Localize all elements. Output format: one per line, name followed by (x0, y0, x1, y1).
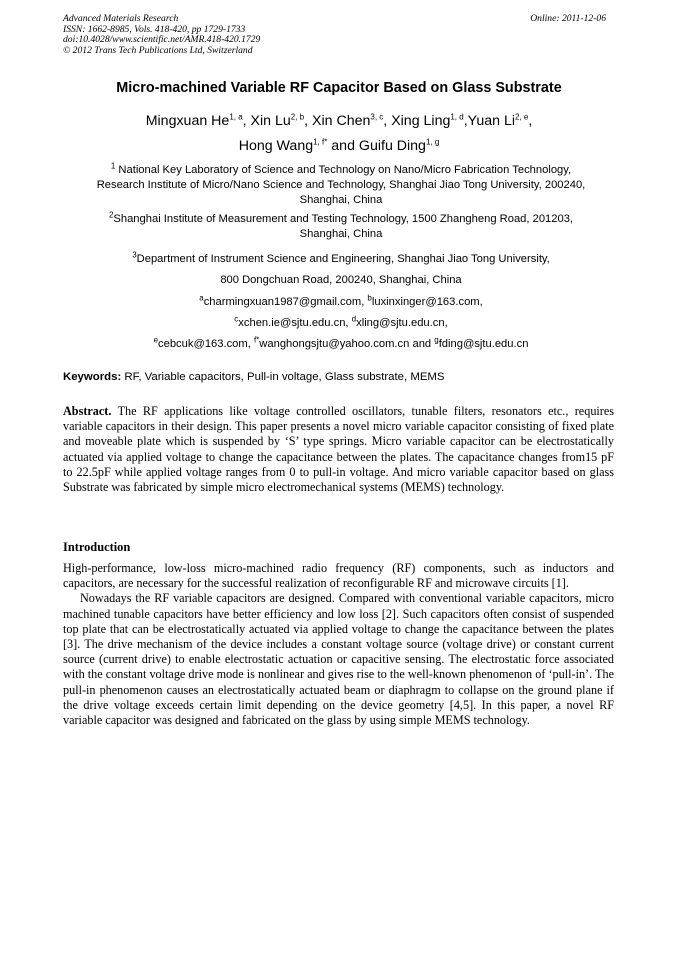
abstract-text: The RF applications like voltage controlled oscillators, tunable filters, resonators etc., requires variable capacitors in their design. This paper presents a novel micro variable capacitor consisting of fixed plate and moveable plate which is suspended by ‘S’ type springs. Micro variable capacitor can be electrostatically actuated via applied voltage to change the capacitance between the plates. The capacitance changes from15 pF to 22.5pF while applied voltage ranges from 0 to pull-in voltage. And micro variable capacitor based on glass Substrate was fabricated by simple micro electromechanical systems (MEMS) technology. (63, 404, 615, 495)
author-name: Guifu Ding (358, 138, 426, 154)
affiliation-text: Research Institute of Micro/Nano Science and Technology, Shanghai Jiao Tong University, 200240, (96, 179, 586, 192)
abstract (63, 404, 614, 495)
email-line-1 (63, 292, 619, 313)
affiliation-text: National Key Laboratory of Science and Technology on Nano/Micro Fabrication Technology, (118, 164, 572, 176)
author-superscript: 2, b (290, 112, 305, 122)
keywords (63, 371, 445, 383)
affiliation-number: 2 (108, 210, 114, 220)
author-conjunction: and (331, 138, 355, 154)
affiliation-text: Shanghai, China (299, 228, 383, 241)
email-address: cebcuk@163.com, (158, 338, 251, 350)
affiliation-number: 3 (132, 250, 137, 260)
affiliation-text: 800 Dongchuan Road, 200240, Shanghai, China (220, 274, 462, 286)
author-name: Xin Lu (250, 113, 291, 129)
paragraph: High-performance, low-loss micro-machined radio frequency (RF) components, such as inductors and capacitors, are necessary for the successful realization of reconfigurable RF and microwave circuits [1]. (63, 561, 614, 591)
keywords-label: Keywords: (63, 371, 122, 383)
doi-line: doi:10.4028/www.scientific.net/AMR.418-420.1729 (63, 34, 261, 46)
email-superscript: g (434, 335, 439, 345)
copyright-line: © 2012 Trans Tech Publications Ltd, Switzerland (63, 44, 253, 56)
affiliation-1 (63, 163, 619, 209)
author-name: Yuan Li (467, 113, 515, 129)
email-line-3 (63, 334, 619, 355)
introduction-body (63, 561, 614, 728)
issn-line: ISSN: 1662-8985, Vols. 418-420, pp 1729-1733 (63, 23, 246, 35)
author-superscript: 1, f* (313, 137, 328, 147)
email-address: xchen.ie@sjtu.edu.cn, (238, 317, 349, 329)
author-line-2 (0, 138, 678, 154)
author-name: Hong Wang (238, 138, 314, 154)
email-superscript: c (234, 314, 239, 324)
author-name: Mingxuan He (145, 113, 230, 129)
author-superscript: 1, d (450, 112, 464, 122)
email-superscript: f* (253, 335, 260, 345)
abstract-label: Abstract. (63, 404, 112, 418)
email-address: xling@sjtu.edu.cn, (356, 317, 448, 329)
email-address: fding@sjtu.edu.cn (438, 338, 529, 350)
online-date: Online: 2011-12-06 (530, 13, 606, 24)
affiliation-3 (63, 249, 619, 291)
affiliation-number: 1 (110, 161, 116, 171)
section-heading: Introduction (63, 540, 131, 554)
journal-name: Advanced Materials Research (63, 13, 179, 24)
author-line-1: Mingxuan He$^{1, a}$, Xin Lu$^{2, b}$, Xin Chen$^{3, c}$, Xing Ling$^{1, d}$,Yuan Li$^{2, e}$, (145, 112, 533, 129)
paragraph: Nowadays the RF variable capacitors are designed. Compared with conventional variable capacitors, micro machined tunable capacitors have better efficiency and low loss [2]. Such capacitors often consist of suspended top plate that can be electrostatically actuated via applied voltage to change the capacitance between the plates [3]. The drive mechanism of the device includes a constant voltage source (voltage drive) or constant current source (current drive) to enable electrostatic actuation or capacitive sensing. The electrostatic force associated with the constant voltage drive mode is nonlinear and gives rise to the well-known phenomenon of ‘pull-in’. The pull-in phenomenon causes an electrostatically actuated beam or diaphragm to collapse on the ground plane if the drive voltage exceeds certain limit depending on the device geometry [4,5]. In this paper, a novel RF variable capacitor was designed and fabricated on the glass by using simple MEMS technology. (63, 591, 614, 728)
email-superscript: e (153, 335, 159, 345)
email-superscript: d (351, 314, 357, 324)
paper-title: Micro-machined Variable RF Capacitor Based on Glass Substrate (116, 80, 562, 96)
email-superscript: a (199, 293, 204, 303)
author-superscript: 3, c (370, 112, 384, 122)
journal-header (63, 14, 260, 56)
email-block (63, 292, 619, 355)
keywords-text: RF, Variable capacitors, Pull-in voltage, Glass substrate, MEMS (124, 371, 445, 383)
email-superscript: b (367, 293, 372, 303)
affiliation-text: Shanghai Institute of Measurement and Testing Technology, 1500 Zhangheng Road, 201203, (113, 213, 574, 225)
author-superscript: 2, e (515, 112, 529, 122)
email-address: luxinxinger@163.com, (371, 296, 483, 308)
author-superscript: 1, g (425, 137, 440, 147)
email-conjunction: and (412, 338, 432, 350)
author-superscript: 1, a (229, 112, 243, 122)
email-address: charmingxuan1987@gmail.com, (203, 296, 365, 308)
author-name: Xing Ling (391, 113, 451, 129)
affiliation-2 (63, 212, 619, 242)
email-address: wanghongsjtu@yahoo.com.cn (259, 338, 410, 350)
affiliation-text: Shanghai, China (299, 194, 383, 207)
affiliation-text: Department of Instrument Science and Engineering, Shanghai Jiao Tong University, (136, 253, 550, 265)
email-line-2 (63, 313, 619, 334)
author-name: Xin Chen (312, 113, 371, 129)
